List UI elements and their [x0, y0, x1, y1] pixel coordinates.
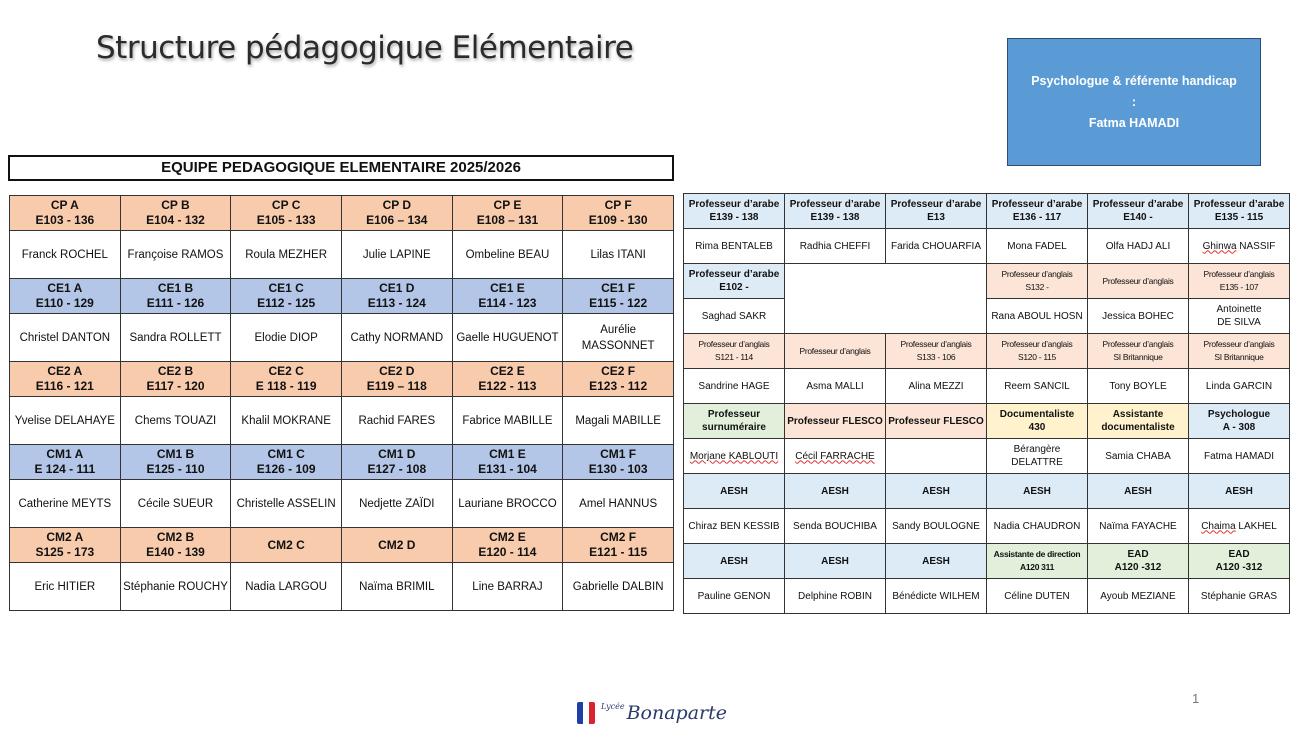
r5-header: AESH: [684, 474, 785, 509]
class-header-cell: [563, 362, 674, 397]
teacher-cell: Franck ROCHEL: [10, 231, 121, 279]
r2-name: Rana ABOUL HOSN: [987, 299, 1088, 334]
class-header-cell: [120, 196, 231, 231]
class-header-cell: [10, 362, 121, 397]
r1-header: Professeur d’arabe E140 -: [1088, 194, 1189, 229]
teacher-cell: Sandra ROLLETT: [120, 314, 231, 362]
r1-header: Professeur d’arabe E139 - 138: [684, 194, 785, 229]
class-name: CP C: [271, 198, 301, 212]
teacher-cell: Magali MABILLE: [563, 397, 674, 445]
r4-header: Documentaliste 430: [987, 404, 1088, 439]
r3-name: Asma MALLI: [785, 369, 886, 404]
r1-header: Professeur d’arabe E136 - 117: [987, 194, 1088, 229]
r6-name: Delphine ROBIN: [785, 579, 886, 614]
r5-header: AESH: [987, 474, 1088, 509]
class-header-cell: [341, 196, 452, 231]
r4-header: Professeur FLESCO: [886, 404, 987, 439]
r6-name: Céline DUTEN: [987, 579, 1088, 614]
r6-header: AESH: [684, 544, 785, 579]
class-header-cell: [452, 196, 563, 231]
class-header-cell: [563, 445, 674, 480]
class-name: CE1 B: [157, 281, 194, 295]
r5-header: AESH: [1088, 474, 1189, 509]
r2-name: Antoinette DE SILVA: [1189, 299, 1290, 334]
teacher-row: [10, 314, 674, 362]
teacher-cell: Cécile SUEUR: [120, 480, 231, 528]
class-header-cell: [10, 445, 121, 480]
class-name: CP F: [604, 198, 632, 212]
r2-header: Professeur d’anglais E135 - 107: [1189, 264, 1290, 299]
class-room: E125 - 110: [146, 462, 205, 476]
page-title: Structure pédagogique Elémentaire: [96, 30, 634, 66]
class-header-row: [10, 528, 674, 563]
class-room: E103 - 136: [35, 213, 95, 227]
r5-name: Chaima LAKHEL: [1189, 509, 1290, 544]
class-room: E120 - 114: [478, 545, 537, 559]
class-room: E109 - 130: [588, 213, 648, 227]
r3-header: Professeur d’anglais S120 - 115: [987, 334, 1088, 369]
class-name: CE1 D: [379, 281, 415, 295]
class-name: CE1 A: [47, 281, 83, 295]
teacher-cell: Christel DANTON: [10, 314, 121, 362]
class-room: E113 - 124: [367, 296, 426, 310]
french-flag-icon: [577, 702, 595, 724]
class-header-cell: [10, 528, 121, 563]
r4-name: [886, 439, 987, 474]
r3-name: Sandrine HAGE: [684, 369, 785, 404]
teacher-cell: Julie LAPINE: [341, 231, 452, 279]
class-header-row: [10, 445, 674, 480]
r3-name: Linda GARCIN: [1189, 369, 1290, 404]
r3-name: Reem SANCIL: [987, 369, 1088, 404]
teacher-cell: Naïma BRIMIL: [341, 563, 452, 611]
class-room: E121 - 115: [589, 545, 648, 559]
class-name: CE2 A: [47, 364, 83, 378]
r5-header: AESH: [785, 474, 886, 509]
class-header-cell: [563, 528, 674, 563]
r4-name: Bérangère DELATTRE: [987, 439, 1088, 474]
r4-name: Morjane KABLOUTI: [684, 439, 785, 474]
psy-role: Psychologue & référente handicap: [1031, 73, 1237, 88]
class-name: CM1 E: [489, 447, 526, 461]
class-room: E115 - 122: [589, 296, 648, 310]
class-name: CM2 C: [267, 537, 305, 552]
r6-header: EAD A120 -312: [1088, 544, 1189, 579]
class-room: E122 - 113: [478, 379, 537, 393]
r4-name: Cécil FARRACHE: [785, 439, 886, 474]
teacher-cell: Lauriane BROCCO: [452, 480, 563, 528]
empty-cell: [785, 264, 987, 334]
r4-name: Samia CHABA: [1088, 439, 1189, 474]
class-header-row: [10, 196, 674, 231]
class-name: CM2 A: [46, 530, 84, 544]
psy-colon: :: [1131, 94, 1137, 109]
r6-name: Pauline GENON: [684, 579, 785, 614]
class-room: E 124 - 111: [34, 462, 96, 476]
class-name: CE2 E: [490, 364, 525, 378]
class-room: E116 - 121: [35, 379, 94, 393]
logo-text: Bonaparte: [626, 702, 727, 724]
r5-name: Naïma FAYACHE: [1088, 509, 1189, 544]
class-header-cell: [341, 445, 452, 480]
class-header-cell: [231, 362, 342, 397]
class-name: CM2 B: [156, 530, 195, 544]
r5-name: Sandy BOULOGNE: [886, 509, 987, 544]
class-header-cell: [231, 528, 342, 563]
r4-header: Professeur FLESCO: [785, 404, 886, 439]
teacher-cell: Roula MEZHER: [231, 231, 342, 279]
class-room: E106 – 134: [366, 213, 428, 227]
class-name: CM2 E: [489, 530, 526, 544]
r2-name: Saghad SAKR: [684, 299, 785, 334]
school-logo: [577, 698, 727, 728]
r2-header: Professeur d’arabe E102 -: [684, 264, 785, 299]
class-header-row: [10, 362, 674, 397]
teacher-cell: Françoise RAMOS: [120, 231, 231, 279]
left-table-body: [10, 196, 674, 611]
r4-header: Professeur surnuméraire: [684, 404, 785, 439]
class-room: E119 – 118: [366, 379, 427, 393]
class-room: E108 – 131: [476, 213, 539, 227]
class-header-cell: [452, 528, 563, 563]
r5-name: Nadia CHAUDRON: [987, 509, 1088, 544]
r3-header: Professeur d’anglais SI Britannique: [1088, 334, 1189, 369]
teacher-cell: Yvelise DELAHAYE: [10, 397, 121, 445]
teacher-cell: Stéphanie ROUCHY: [120, 563, 231, 611]
class-header-cell: [563, 279, 674, 314]
r4-header: Assistante documentaliste: [1088, 404, 1189, 439]
teacher-cell: Nedjette ZAÏDI: [341, 480, 452, 528]
r5-header: AESH: [886, 474, 987, 509]
teacher-cell: Christelle ASSELIN: [231, 480, 342, 528]
teacher-cell: Ombeline BEAU: [452, 231, 563, 279]
r2-name: Jessica BOHEC: [1088, 299, 1189, 334]
class-header-cell: [341, 528, 452, 563]
teacher-cell: Cathy NORMAND: [341, 314, 452, 362]
class-name: CM1 C: [267, 447, 305, 461]
r3-header: Professeur d’anglais S133 - 106: [886, 334, 987, 369]
class-room: E112 - 125: [257, 296, 316, 310]
teacher-cell: Amel HANNUS: [563, 480, 674, 528]
r3-name: Tony BOYLE: [1088, 369, 1189, 404]
class-name: CP D: [382, 198, 412, 212]
r1-name: Radhia CHEFFI: [785, 229, 886, 264]
r5-header: AESH: [1189, 474, 1290, 509]
class-name: CP A: [50, 198, 79, 212]
r3-header: Professeur d’anglais S121 - 114: [684, 334, 785, 369]
r3-name: Alina MEZZI: [886, 369, 987, 404]
teacher-cell: Elodie DIOP: [231, 314, 342, 362]
r1-header: Professeur d’arabe E135 - 115: [1189, 194, 1290, 229]
r1-name: Olfa HADJ ALI: [1088, 229, 1189, 264]
r6-header: EAD A120 -312: [1189, 544, 1290, 579]
r1-name: Farida CHOUARFIA: [886, 229, 987, 264]
class-header-cell: [341, 362, 452, 397]
specialists-table: [683, 193, 1290, 614]
teacher-cell: Chems TOUAZI: [120, 397, 231, 445]
class-room: E104 - 132: [146, 213, 205, 227]
class-header-cell: [10, 279, 121, 314]
psychologist-box: [1007, 38, 1261, 166]
class-room: E114 - 123: [478, 296, 537, 310]
r1-header: Professeur d’arabe E139 - 138: [785, 194, 886, 229]
class-room: E130 - 103: [588, 462, 648, 476]
class-header-cell: [341, 279, 452, 314]
r4-header: Psychologue A - 308: [1189, 404, 1290, 439]
class-name: CP E: [493, 198, 522, 212]
class-room: E 118 - 119: [255, 379, 317, 393]
class-header-cell: [452, 279, 563, 314]
teacher-row: [10, 480, 674, 528]
r3-header: Professeur d’anglais SI Britannique: [1189, 334, 1290, 369]
class-header-cell: [231, 196, 342, 231]
r2-header: Professeur d’anglais S132 -: [987, 264, 1088, 299]
teacher-cell: Fabrice MABILLE: [452, 397, 563, 445]
class-room: E110 - 129: [35, 296, 94, 310]
teacher-cell: Gaelle HUGUENOT: [452, 314, 563, 362]
r6-name: Ayoub MEZIANE: [1088, 579, 1189, 614]
teacher-cell: Catherine MEYTS: [10, 480, 121, 528]
class-room: E117 - 120: [146, 379, 205, 393]
class-header-cell: [10, 196, 121, 231]
teacher-row: [10, 397, 674, 445]
class-header-row: [10, 279, 674, 314]
r1-header: Professeur d’arabe E13: [886, 194, 987, 229]
class-header-cell: [120, 445, 231, 480]
class-room: E111 - 126: [146, 296, 205, 310]
r6-header: Assistante de direction A120 311: [987, 544, 1088, 579]
r2-header: Professeur d’anglais: [1088, 264, 1189, 299]
class-name: CE2 D: [379, 364, 415, 378]
r6-header: AESH: [785, 544, 886, 579]
class-name: CM1 D: [378, 447, 416, 461]
class-name: CE2 F: [601, 364, 636, 378]
class-name: CE1 F: [601, 281, 636, 295]
left-table-heading: EQUIPE PEDAGOGIQUE ELEMENTAIRE 2025/2026: [8, 155, 674, 181]
class-header-cell: [563, 196, 674, 231]
class-room: S125 - 173: [35, 545, 95, 559]
class-room: E127 - 108: [367, 462, 427, 476]
class-room: E126 - 109: [256, 462, 316, 476]
class-header-cell: [231, 445, 342, 480]
r5-name: Senda BOUCHIBA: [785, 509, 886, 544]
teacher-cell: Aurélie MASSONNET: [563, 314, 674, 362]
class-header-cell: [231, 279, 342, 314]
class-header-cell: [120, 362, 231, 397]
teacher-cell: Nadia LARGOU: [231, 563, 342, 611]
class-name: CM1 B: [156, 447, 195, 461]
r1-name: Ghinwa NASSIF: [1189, 229, 1290, 264]
psy-name: Fatma HAMADI: [1088, 115, 1180, 130]
class-name: CM2 F: [600, 530, 637, 544]
teacher-row: [10, 231, 674, 279]
class-room: E105 - 133: [256, 213, 316, 227]
class-name: CP B: [161, 198, 190, 212]
class-room: E123 - 112: [589, 379, 648, 393]
r1-name: Mona FADEL: [987, 229, 1088, 264]
class-name: CE1 C: [268, 281, 304, 295]
class-name: CE2 B: [157, 364, 194, 378]
teacher-cell: Khalil MOKRANE: [231, 397, 342, 445]
r3-header: Professeur d’anglais: [785, 334, 886, 369]
class-name: CM2 D: [378, 537, 416, 552]
class-header-cell: [120, 528, 231, 563]
class-header-cell: [452, 362, 563, 397]
class-name: CE2 C: [268, 364, 304, 378]
logo-small-text: Lycée: [600, 702, 625, 711]
r5-name: Chiraz BEN KESSIB: [684, 509, 785, 544]
teacher-cell: Lilas ITANI: [563, 231, 674, 279]
class-name: CM1 A: [46, 447, 84, 461]
teacher-row: [10, 563, 674, 611]
class-name: CM1 F: [600, 447, 637, 461]
teacher-cell: Eric HITIER: [10, 563, 121, 611]
class-room: E131 - 104: [478, 462, 537, 476]
r6-name: Stéphanie GRAS: [1189, 579, 1290, 614]
r1-name: Rima BENTALEB: [684, 229, 785, 264]
class-header-cell: [120, 279, 231, 314]
teacher-cell: Rachid FARES: [341, 397, 452, 445]
page-number: 1: [1192, 691, 1200, 706]
class-room: E140 - 139: [146, 545, 205, 559]
class-header-cell: [452, 445, 563, 480]
elementary-classes-table: [9, 195, 674, 611]
r6-header: AESH: [886, 544, 987, 579]
teacher-cell: Gabrielle DALBIN: [563, 563, 674, 611]
r6-name: Bénédicte WILHEM: [886, 579, 987, 614]
class-name: CE1 E: [490, 281, 525, 295]
teacher-cell: Line BARRAJ: [452, 563, 563, 611]
r4-name: Fatma HAMADI: [1189, 439, 1290, 474]
